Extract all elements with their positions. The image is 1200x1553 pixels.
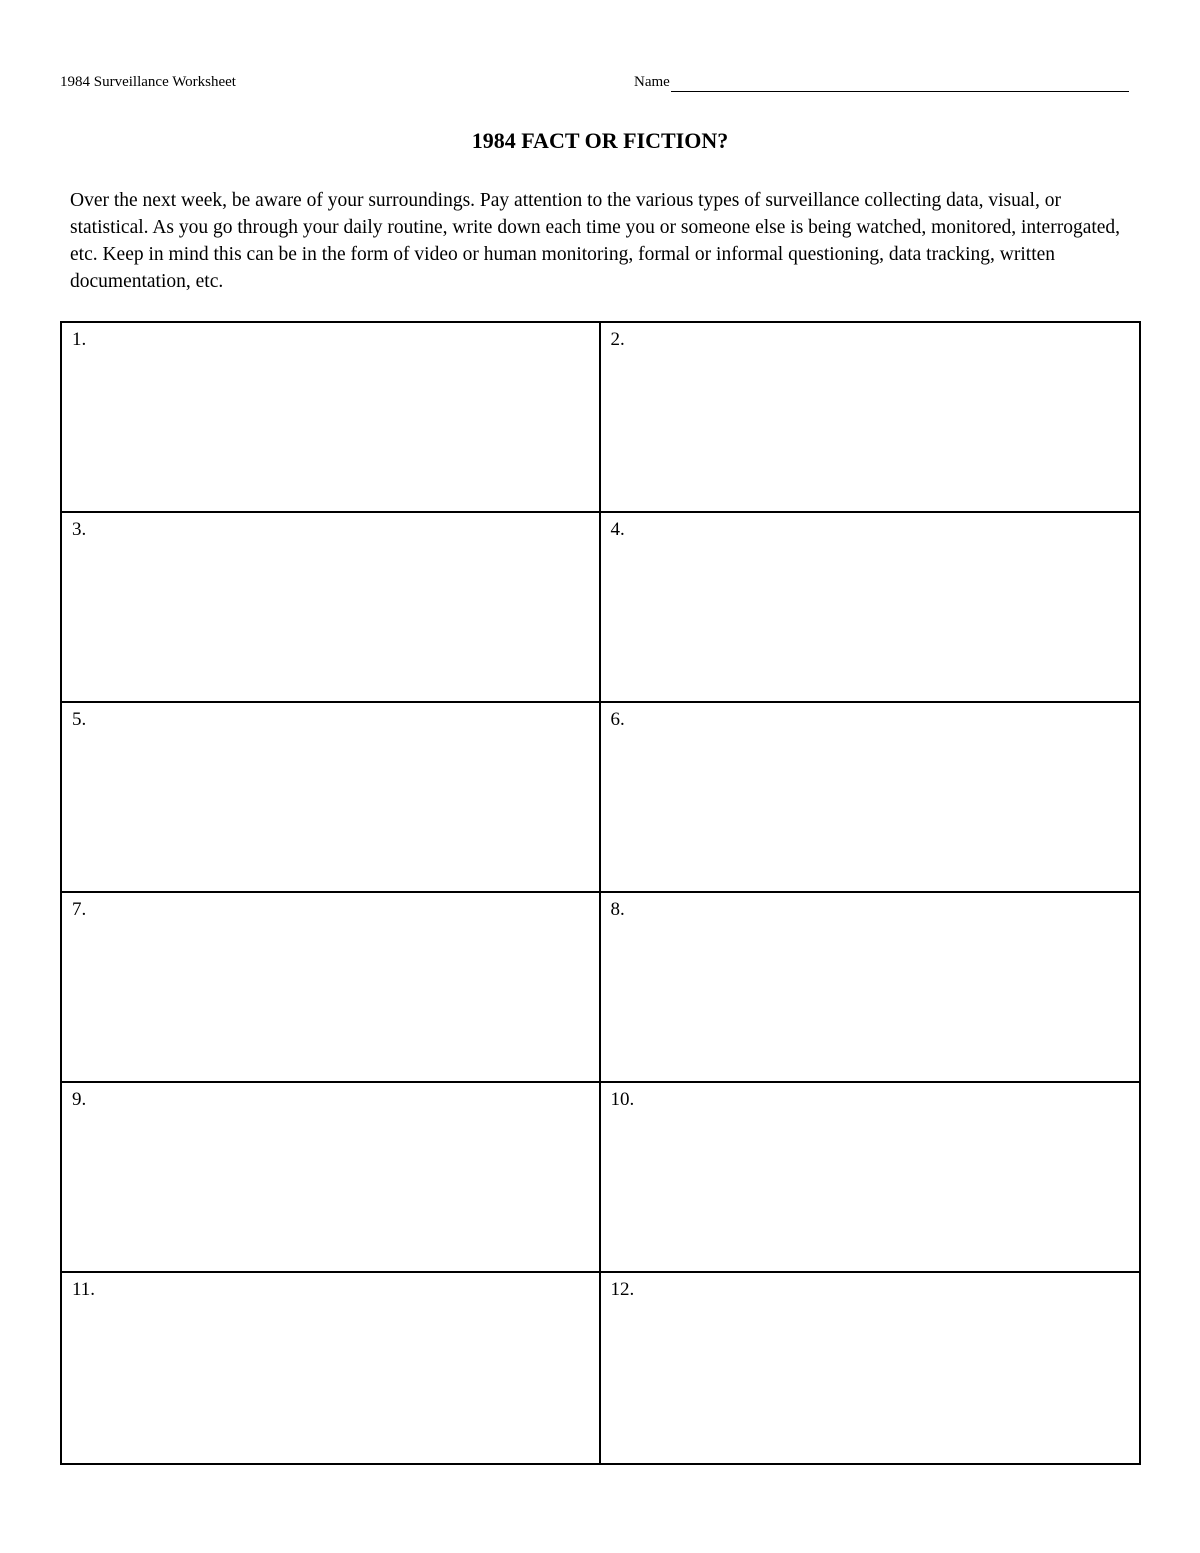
entry-number: 12.: [610, 1279, 635, 1300]
worksheet-label: 1984 Surveillance Worksheet: [60, 74, 236, 90]
entry-number: 2.: [610, 329, 625, 350]
entry-number: 3.: [72, 519, 87, 540]
entry-number: 9.: [72, 1089, 87, 1110]
entry-cell[interactable]: [601, 893, 1140, 1083]
name-field: [634, 72, 1129, 92]
entry-number: 5.: [72, 709, 87, 730]
entry-cell[interactable]: [62, 703, 601, 893]
name-blank-line[interactable]: [671, 75, 1129, 92]
name-label: Name: [634, 74, 670, 90]
page-title: 1984 FACT OR FICTION?: [471, 128, 729, 153]
entry-cell[interactable]: [601, 1083, 1140, 1273]
entry-cell[interactable]: [62, 893, 601, 1083]
entry-number: 7.: [72, 899, 87, 920]
entry-cell[interactable]: [62, 513, 601, 703]
entry-number: 10.: [610, 1089, 635, 1110]
entry-cell[interactable]: [601, 703, 1140, 893]
entry-number: 6.: [610, 709, 625, 730]
entry-number: 4.: [610, 519, 625, 540]
entry-cell[interactable]: [601, 513, 1140, 703]
entry-cell[interactable]: [62, 323, 601, 513]
entry-cell[interactable]: [601, 1273, 1140, 1463]
instructions-paragraph: Over the next week, be aware of your surroundings. Pay attention to the various types of surveillance collecting data, visual, or statistical. As you go through your daily routine, write down each time you or someone else is being watched, monitored, interrogated, etc. Keep in mind this can be in the form of video or human monitoring, formal or informal questioning, data tracking, written documentation, etc.: [70, 190, 1121, 292]
entry-number: 8.: [610, 899, 625, 920]
entry-cell[interactable]: [601, 323, 1140, 513]
entry-number: 11.: [72, 1279, 96, 1300]
entry-cell[interactable]: [62, 1273, 601, 1463]
entry-cell[interactable]: [62, 1083, 601, 1273]
entry-number: 1.: [72, 329, 87, 350]
entries-table: [60, 321, 1141, 1465]
